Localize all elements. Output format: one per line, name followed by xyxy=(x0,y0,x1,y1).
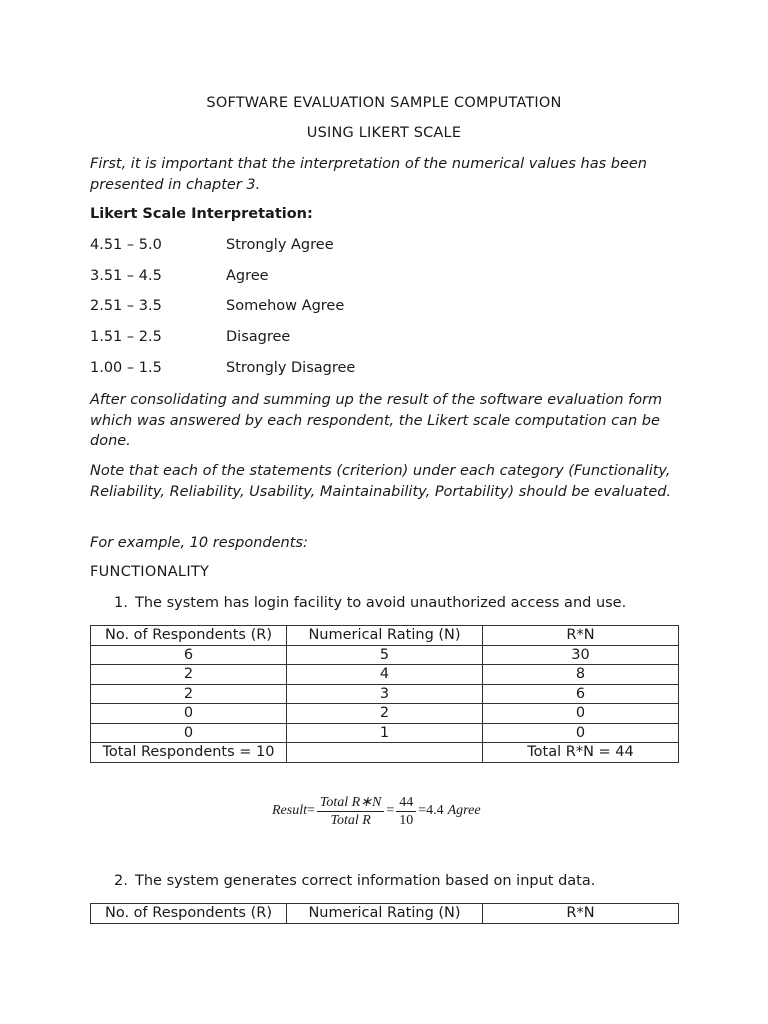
likert-range: 1.51 – 2.5 xyxy=(90,329,162,345)
likert-label: Somehow Agree xyxy=(226,298,345,314)
table-row xyxy=(91,665,679,685)
formula-equals: = xyxy=(386,803,395,818)
likert-label: Strongly Agree xyxy=(226,237,334,253)
table-cell: 2 xyxy=(287,704,483,724)
formula-fraction-symbolic xyxy=(317,795,384,828)
table-cell: 1 xyxy=(287,723,483,743)
note-paragraph: Note that each of the statements (criterion) under each category (Functionality, Reliability, Reliability, Usability, Maintainability, Portability) should be evaluated. xyxy=(90,463,672,500)
criterion-item xyxy=(114,873,595,889)
table-header-row xyxy=(91,626,679,646)
header-cell: Numerical Rating (N) xyxy=(287,626,483,646)
table-cell: 0 xyxy=(91,723,287,743)
empty-cell xyxy=(287,743,483,763)
table-cell: 2 xyxy=(91,665,287,685)
header-cell: No. of Respondents (R) xyxy=(91,626,287,646)
likert-range: 4.51 – 5.0 xyxy=(90,237,162,253)
table-total-row xyxy=(91,743,679,763)
result-formula xyxy=(272,793,481,829)
criterion-number: 2. xyxy=(114,873,128,889)
table-cell: 3 xyxy=(287,684,483,704)
table-row xyxy=(91,684,679,704)
table-cell: 4 xyxy=(287,665,483,685)
total-rn-cell: Total R*N = 44 xyxy=(483,743,679,763)
consolidation-paragraph: After consolidating and summing up the result of the software evaluation form which was answered by each respondent, the Likert scale computation can be done. xyxy=(90,392,663,449)
formula-num-value: 44 xyxy=(396,795,416,812)
table-cell: 0 xyxy=(91,704,287,724)
table-header-row xyxy=(91,904,679,924)
formula-numerator: Total R∗N xyxy=(317,795,384,812)
intro-paragraph: First, it is important that the interpretation of the numerical values has been presented in chapter 3. xyxy=(90,156,647,193)
likert-heading: Likert Scale Interpretation: xyxy=(90,206,313,222)
criterion-number: 1. xyxy=(114,595,128,611)
example-paragraph: For example, 10 respondents: xyxy=(90,535,308,551)
formula-result-label: Result xyxy=(272,803,307,818)
formula-verdict: Agree xyxy=(447,803,481,818)
formula-den-value: 10 xyxy=(399,812,414,828)
document-title: SOFTWARE EVALUATION SAMPLE COMPUTATION xyxy=(206,95,562,111)
criterion-text: The system has login facility to avoid unauthorized access and use. xyxy=(135,595,627,611)
total-respondents-cell: Total Respondents = 10 xyxy=(91,743,287,763)
formula-equals: = xyxy=(307,803,315,818)
table-cell: 8 xyxy=(483,665,679,685)
table-cell: 6 xyxy=(91,645,287,665)
table-cell: 0 xyxy=(483,723,679,743)
section-heading-functionality: FUNCTIONALITY xyxy=(90,564,210,580)
formula-fraction-numeric xyxy=(396,795,416,828)
likert-label: Agree xyxy=(226,268,269,284)
likert-range: 3.51 – 4.5 xyxy=(90,268,162,284)
header-cell: Numerical Rating (N) xyxy=(287,904,483,924)
header-cell: R*N xyxy=(483,626,679,646)
likert-label: Strongly Disagree xyxy=(226,360,356,376)
header-cell: R*N xyxy=(483,904,679,924)
table-row xyxy=(91,723,679,743)
formula-value: 4.4 xyxy=(426,803,444,818)
table-cell: 2 xyxy=(91,684,287,704)
formula-equals: = xyxy=(418,803,427,818)
likert-range: 1.00 – 1.5 xyxy=(90,360,162,376)
table-cell: 30 xyxy=(483,645,679,665)
table-row xyxy=(91,645,679,665)
table-cell: 0 xyxy=(483,704,679,724)
document-subtitle: USING LIKERT SCALE xyxy=(306,125,462,141)
header-cell: No. of Respondents (R) xyxy=(91,904,287,924)
formula-denominator: Total R xyxy=(330,812,371,828)
criterion-text: The system generates correct information based on input data. xyxy=(135,873,596,889)
rating-table xyxy=(90,625,679,763)
table-cell: 6 xyxy=(483,684,679,704)
likert-label: Disagree xyxy=(226,329,291,345)
table-row xyxy=(91,704,679,724)
likert-range: 2.51 – 3.5 xyxy=(90,298,162,314)
criterion-item xyxy=(114,595,626,611)
table-cell: 5 xyxy=(287,645,483,665)
rating-table xyxy=(90,903,679,924)
